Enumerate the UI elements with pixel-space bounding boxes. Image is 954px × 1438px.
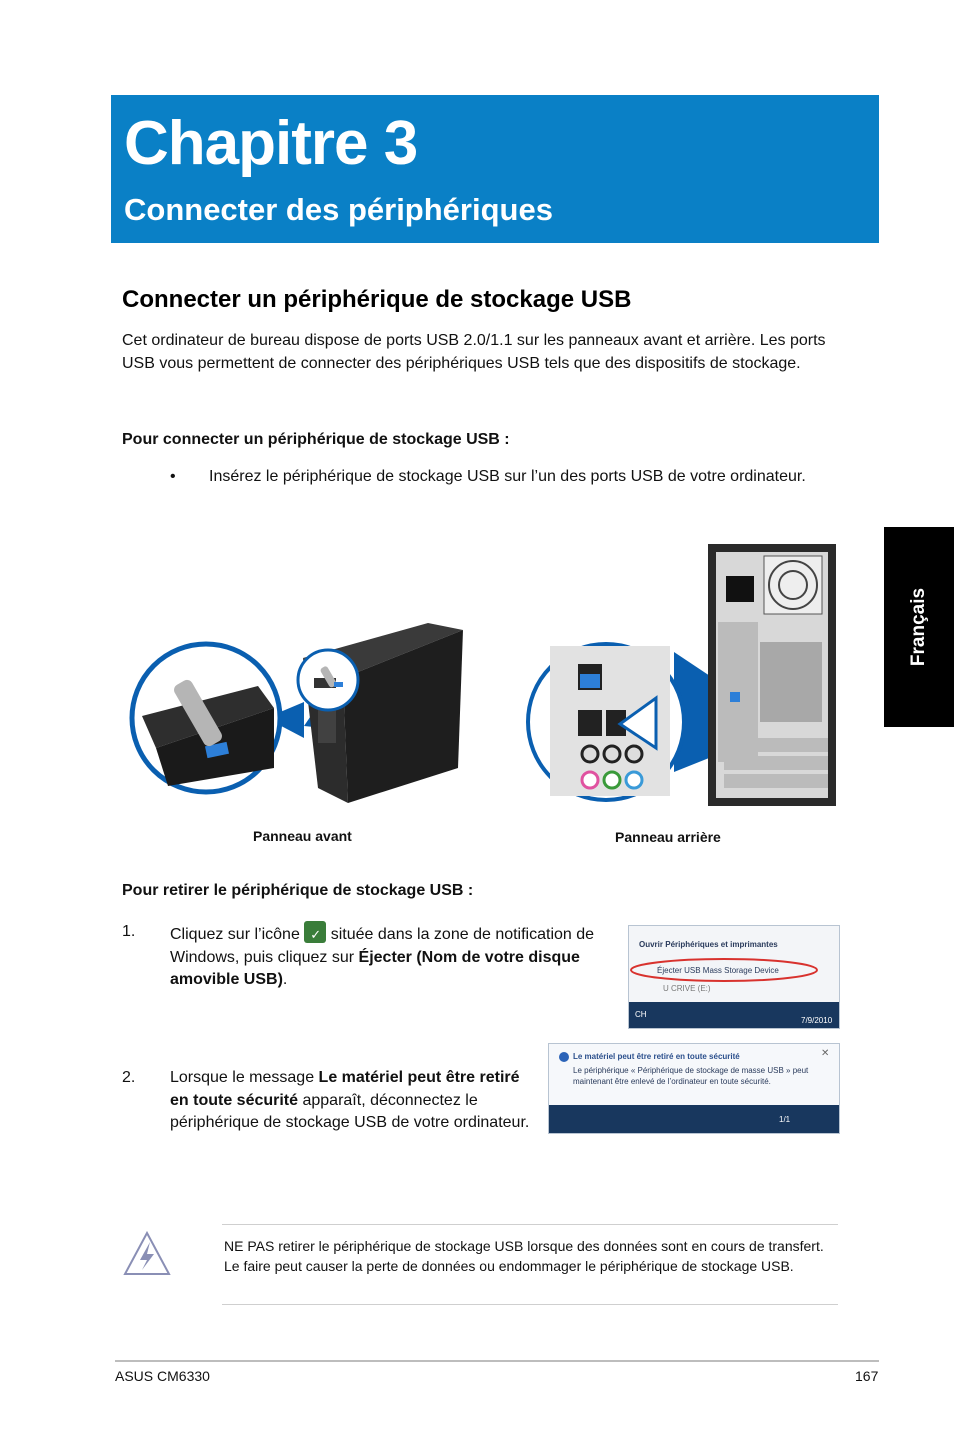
front-panel-caption: Panneau avant bbox=[253, 828, 352, 844]
step1-text-a: Cliquez sur l’icône bbox=[170, 926, 300, 943]
language-tab bbox=[884, 527, 954, 727]
step2-text bbox=[170, 1067, 540, 1135]
connect-heading: Pour connecter un périphérique de stockage USB : bbox=[122, 431, 510, 448]
step1-eject-label: Éjecter (Nom de votre disque amovible USB) bbox=[170, 948, 580, 988]
front-panel-illustration bbox=[128, 618, 468, 810]
info-icon bbox=[559, 1052, 569, 1062]
step2-message: Le matériel peut être retiré en toute sécurité bbox=[170, 1069, 520, 1109]
step2-text-a: Lorsque le message bbox=[170, 1069, 315, 1086]
tray-menu-open-devices: Ouvrir Périphériques et imprimantes bbox=[639, 940, 778, 949]
step2-number: 2. bbox=[122, 1069, 136, 1086]
step2-text-b: apparaît, déconnectez le périphérique de stockage USB de votre ordinateur. bbox=[170, 1091, 530, 1131]
chapter-subtitle: Connecter des périphériques bbox=[124, 192, 553, 227]
warning-note: NE PAS retirer le périphérique de stockage USB lorsque des données sont en cours de transfert. Le faire peut causer la perte de données ou endommager le périphérique de stockage USB. bbox=[224, 1238, 824, 1274]
step1-text-b: située dans la zone de notification de Windows, puis cliquez sur bbox=[170, 926, 595, 966]
tray-menu-drive: U CRIVE (E:) bbox=[663, 984, 711, 993]
bullet-marker: • bbox=[170, 468, 176, 485]
tray-time: 1/1 bbox=[779, 1115, 791, 1124]
page-number: 167 bbox=[855, 1368, 879, 1384]
note-bottom-rule bbox=[222, 1304, 838, 1305]
balloon-title: Le matériel peut être retiré en toute sécurité bbox=[573, 1052, 740, 1061]
language-label: Français bbox=[908, 587, 929, 667]
balloon-line2: maintenant être enlevé de l’ordinateur en toute sécurité. bbox=[573, 1077, 771, 1086]
tray-date: 7/9/2010 bbox=[801, 1016, 833, 1025]
step1-text bbox=[170, 921, 620, 992]
connect-step: Insérez le périphérique de stockage USB sur l’un des ports USB de votre ordinateur. bbox=[209, 468, 806, 485]
close-icon: ✕ bbox=[821, 1048, 830, 1059]
intro-paragraph: Cet ordinateur de bureau dispose de ports USB 2.0/1.1 sur les panneaux avant et arrière. Les ports USB vous permettent de connecter des périphériques USB tels que des dispositifs de stockage. bbox=[122, 332, 826, 372]
warning-icon bbox=[122, 1230, 172, 1278]
tray-language: CH bbox=[635, 1010, 647, 1019]
step1-number: 1. bbox=[122, 923, 136, 940]
safe-removal-screenshot bbox=[548, 1043, 840, 1134]
step1-end: . bbox=[282, 971, 288, 988]
taskbar bbox=[629, 1002, 839, 1028]
chapter-title: Chapitre 3 bbox=[124, 109, 418, 178]
section-title: Connecter un périphérique de stockage USB bbox=[122, 286, 632, 313]
rear-panel-caption: Panneau arrière bbox=[615, 829, 721, 845]
notification-icon: ✓ bbox=[304, 921, 326, 943]
balloon-line1: Le périphérique « Périphérique de stockage de masse USB » peut bbox=[573, 1066, 809, 1075]
taskbar-2 bbox=[549, 1105, 839, 1133]
remove-heading: Pour retirer le périphérique de stockage USB : bbox=[122, 882, 474, 899]
rear-panel-illustration bbox=[524, 542, 840, 808]
tray-menu-eject: Éjecter USB Mass Storage Device bbox=[657, 966, 779, 975]
note-top-rule bbox=[222, 1224, 838, 1225]
footer-model: ASUS CM6330 bbox=[115, 1368, 210, 1384]
tray-menu-screenshot bbox=[628, 925, 840, 1029]
footer-rule bbox=[115, 1360, 879, 1362]
